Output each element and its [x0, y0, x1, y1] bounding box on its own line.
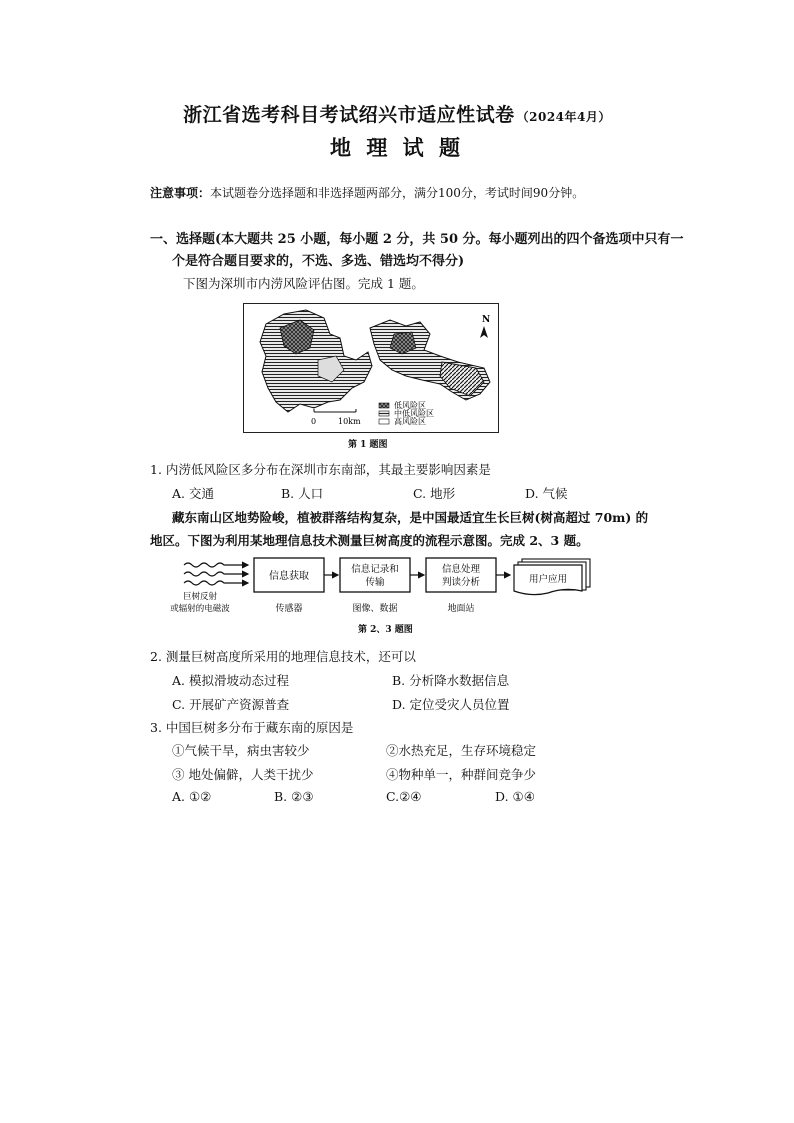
flow-label-station: 地面站 — [447, 604, 475, 614]
flow-box-process-line1: 信息处理 — [441, 564, 481, 575]
map-caption: 第 1 题图 — [348, 440, 388, 450]
flow-box-record-line2: 传输 — [365, 577, 385, 588]
q3-option-a: A. ①② — [172, 789, 212, 804]
q2-option-d: D. 定位受灾人员位置 — [392, 697, 510, 712]
notice-text: 本试题卷分选择题和非选择题两部分，满分100分，考试时间90分钟。 — [210, 186, 585, 200]
flow-label-image: 图像、数据 — [352, 604, 398, 614]
q2-intro-line2: 地区。下图为利用某地理信息技术测量巨树高度的流程示意图。完成 2、3 题。 — [150, 533, 589, 548]
q3-item-1: ①气候干旱，病虫害较少 — [172, 743, 310, 758]
q1-option-b: B. 人口 — [281, 486, 324, 501]
q2-option-c: C. 开展矿产资源普查 — [172, 697, 290, 712]
flow-box-user-label: 用户应用 — [528, 574, 568, 585]
legend-swatch-midlow — [379, 411, 389, 416]
flow-caption: 第 2、3 题图 — [358, 625, 413, 635]
risk-map — [243, 303, 499, 433]
q1-option-c: C. 地形 — [413, 486, 456, 501]
legend-high: 高风险区 — [394, 417, 426, 426]
q2-option-a: A. 模拟滑坡动态过程 — [172, 673, 289, 688]
q1-intro: 下图为深圳市内涝风险评估图。完成 1 题。 — [183, 276, 424, 291]
notice — [150, 184, 584, 201]
legend-swatch-high — [379, 419, 389, 424]
notice-label: 注意事项： — [150, 186, 211, 200]
q3-stem: 3. 中国巨树多分布于藏东南的原因是 — [150, 720, 354, 735]
exam-title-text: 浙江省选考科目考试绍兴市适应性试卷 — [183, 104, 515, 126]
exam-title — [0, 100, 794, 127]
flow-source-line1: 巨树反射 — [182, 592, 218, 602]
wave-arrow-1 — [184, 563, 248, 567]
north-label: N — [482, 315, 491, 325]
q1-option-a: A. 交通 — [172, 486, 214, 501]
legend-midlow: 中低风险区 — [394, 409, 434, 418]
flow-source-line2: 或辐射的电磁波 — [170, 604, 230, 614]
q1-option-d: D. 气候 — [525, 486, 568, 501]
wave-arrow-3 — [184, 581, 248, 585]
flow-label-sensor: 传感器 — [275, 604, 303, 614]
q3-option-c: C.②④ — [386, 789, 422, 804]
flow-box-record-line1: 信息记录和 — [351, 564, 399, 575]
q1-stem: 1. 内涝低风险区多分布在深圳市东南部，其最主要影响因素是 — [150, 462, 491, 477]
q3-option-d: D. ①④ — [495, 789, 535, 804]
subject-title: 地 理 试 题 — [330, 135, 464, 160]
wave-arrow-2 — [184, 572, 248, 576]
legend-swatch-low — [379, 403, 389, 408]
section1-heading-line2: 个是符合题目要求的，不选、多选、错选均不得分) — [172, 254, 465, 269]
scale-km: 10km — [338, 417, 361, 426]
map-graphic — [244, 304, 500, 434]
q2-intro-line1: 藏东南山区地势险峻，植被群落结构复杂，是中国最适宜生长巨树(树高超过 70m) 的 — [172, 510, 649, 525]
flow-box-process-line2: 判读分析 — [441, 577, 481, 588]
legend-low: 低风险区 — [394, 401, 426, 410]
flow-diagram — [170, 557, 598, 619]
flow-box-acquire-label: 信息获取 — [269, 571, 309, 582]
q3-option-b: B. ②③ — [274, 789, 314, 804]
q2-stem: 2. 测量巨树高度所采用的地理信息技术，还可以 — [150, 649, 416, 664]
map-region-west — [260, 310, 372, 412]
flow-graphic — [170, 557, 598, 619]
exam-date: （2024年4月） — [516, 110, 611, 124]
q2-option-b: B. 分析降水数据信息 — [392, 673, 510, 688]
north-arrow-icon — [480, 326, 488, 338]
section1-heading-line1: 一、选择题(本大题共 25 小题，每小题 2 分，共 50 分。每小题列出的四个备选项中只有一 — [150, 232, 684, 247]
scale-zero: 0 — [311, 417, 317, 426]
q3-item-4: ④物种单一，种群间竞争少 — [386, 767, 537, 782]
q3-item-3: ③ 地处偏僻，人类干扰少 — [172, 767, 314, 782]
q3-item-2: ②水热充足，生存环境稳定 — [386, 743, 537, 758]
